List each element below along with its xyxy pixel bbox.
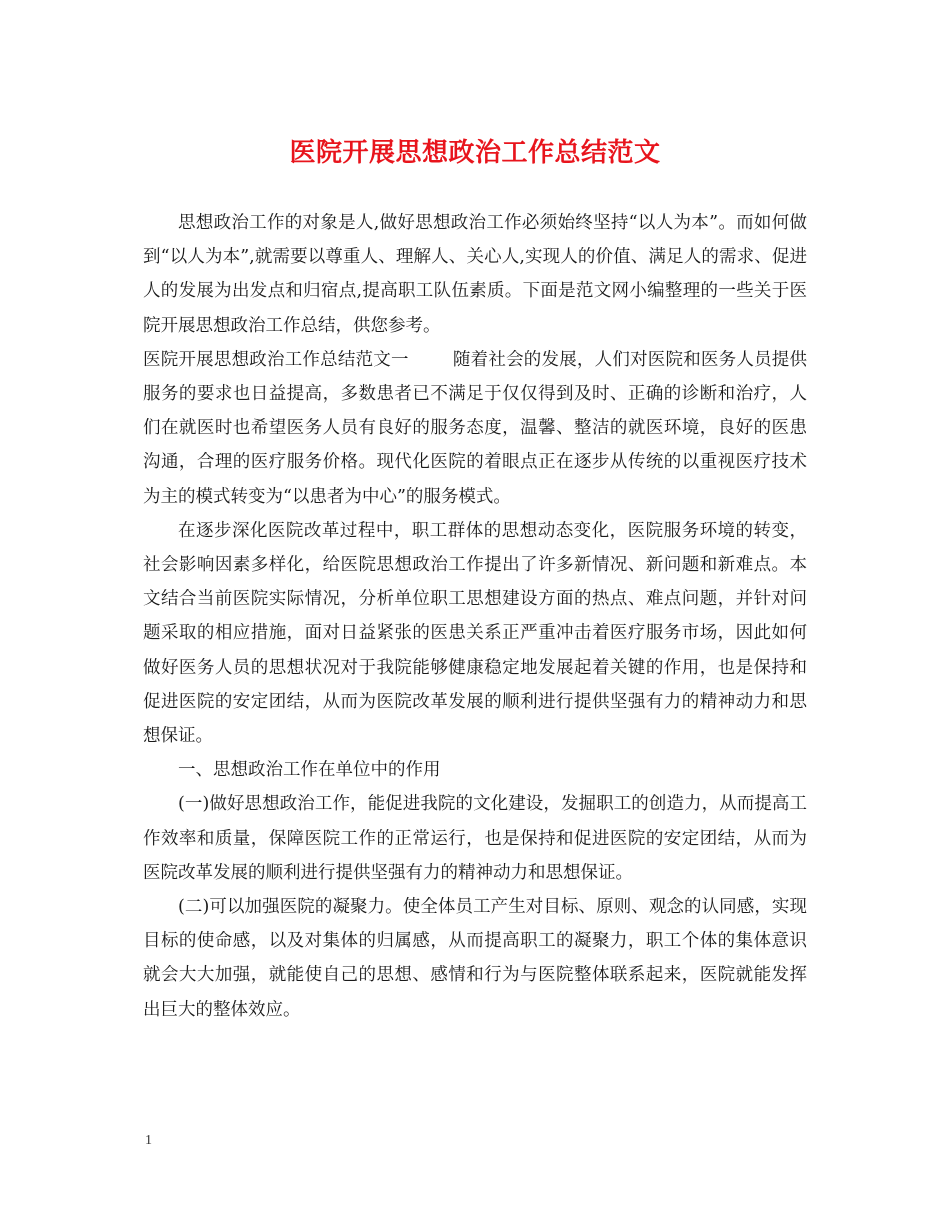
section-one-paragraph bbox=[143, 343, 807, 514]
intro-paragraph: 思想政治工作的对象是人,做好思想政治工作必须始终坚持“以人为本”。而如何做到“以人为本”,就需要以尊重人、理解人、关心人,实现人的价值、满足人的需求、促进人的发展为出发点和归宿点,提高职工队伍素质。下面是范文网小编整理的一些关于医院开展思想政治工作总结，供您参考。 bbox=[143, 213, 807, 336]
section-one-text: 随着社会的发展，人们对医院和医务人员提供服务的要求也日益提高，多数患者已不满足于仅仅得到及时、正确的诊断和治疗，人们在就医时也希望医务人员有良好的服务态度，温馨、整洁的就医环境，良好的医患沟通，合理的医疗服务价格。现代化医院的着眼点正在逐步从传统的以重视医疗技术为主的模式转变为“以患者为中心”的服务模式。 bbox=[143, 349, 808, 507]
point-two-paragraph: (二)可以加强医院的凝聚力。使全体员工产生对目标、原则、观念的认同感，实现目标的使命感，以及对集体的归属感，从而提高职工的凝聚力，职工个体的集体意识就会大大加强，就能使自己的思想、感情和行为与医院整体联系起来，医院就能发挥出巨大的整体效应。 bbox=[143, 897, 807, 1020]
point-one-paragraph: (一)做好思想政治工作，能促进我院的文化建设，发掘职工的创造力，从而提高工作效率和质量，保障医院工作的正常运行，也是保持和促进医院的安定团结，从而为医院改革发展的顺利进行提供坚强有力的精神动力和思想保证。 bbox=[143, 794, 807, 883]
section-one-label: 医院开展思想政治工作总结范文一 bbox=[143, 349, 409, 370]
page-number: 1 bbox=[145, 1133, 152, 1148]
section-heading-one: 一、思想政治工作在单位中的作用 bbox=[178, 760, 441, 781]
document-title: 医院开展思想政治工作总结范文 bbox=[289, 138, 661, 168]
reform-paragraph: 在逐步深化医院改革过程中，职工群体的思想动态变化，医院服务环境的转变，社会影响因素多样化，给医院思想政治工作提出了许多新情况、新问题和新难点。本文结合当前医院实际情况，分析单位职工思想建设方面的热点、难点问题，并针对问题采取的相应措施，面对日益紧张的医患关系正严重冲击着医疗服务市场，因此如何做好医务人员的思想状况对于我院能够健康稳定地发展起着关键的作用，也是保持和促进医院的安定团结，从而为医院改革发展的顺利进行提供坚强有力的精神动力和思想保证。 bbox=[143, 520, 807, 747]
document-body bbox=[143, 206, 807, 1027]
